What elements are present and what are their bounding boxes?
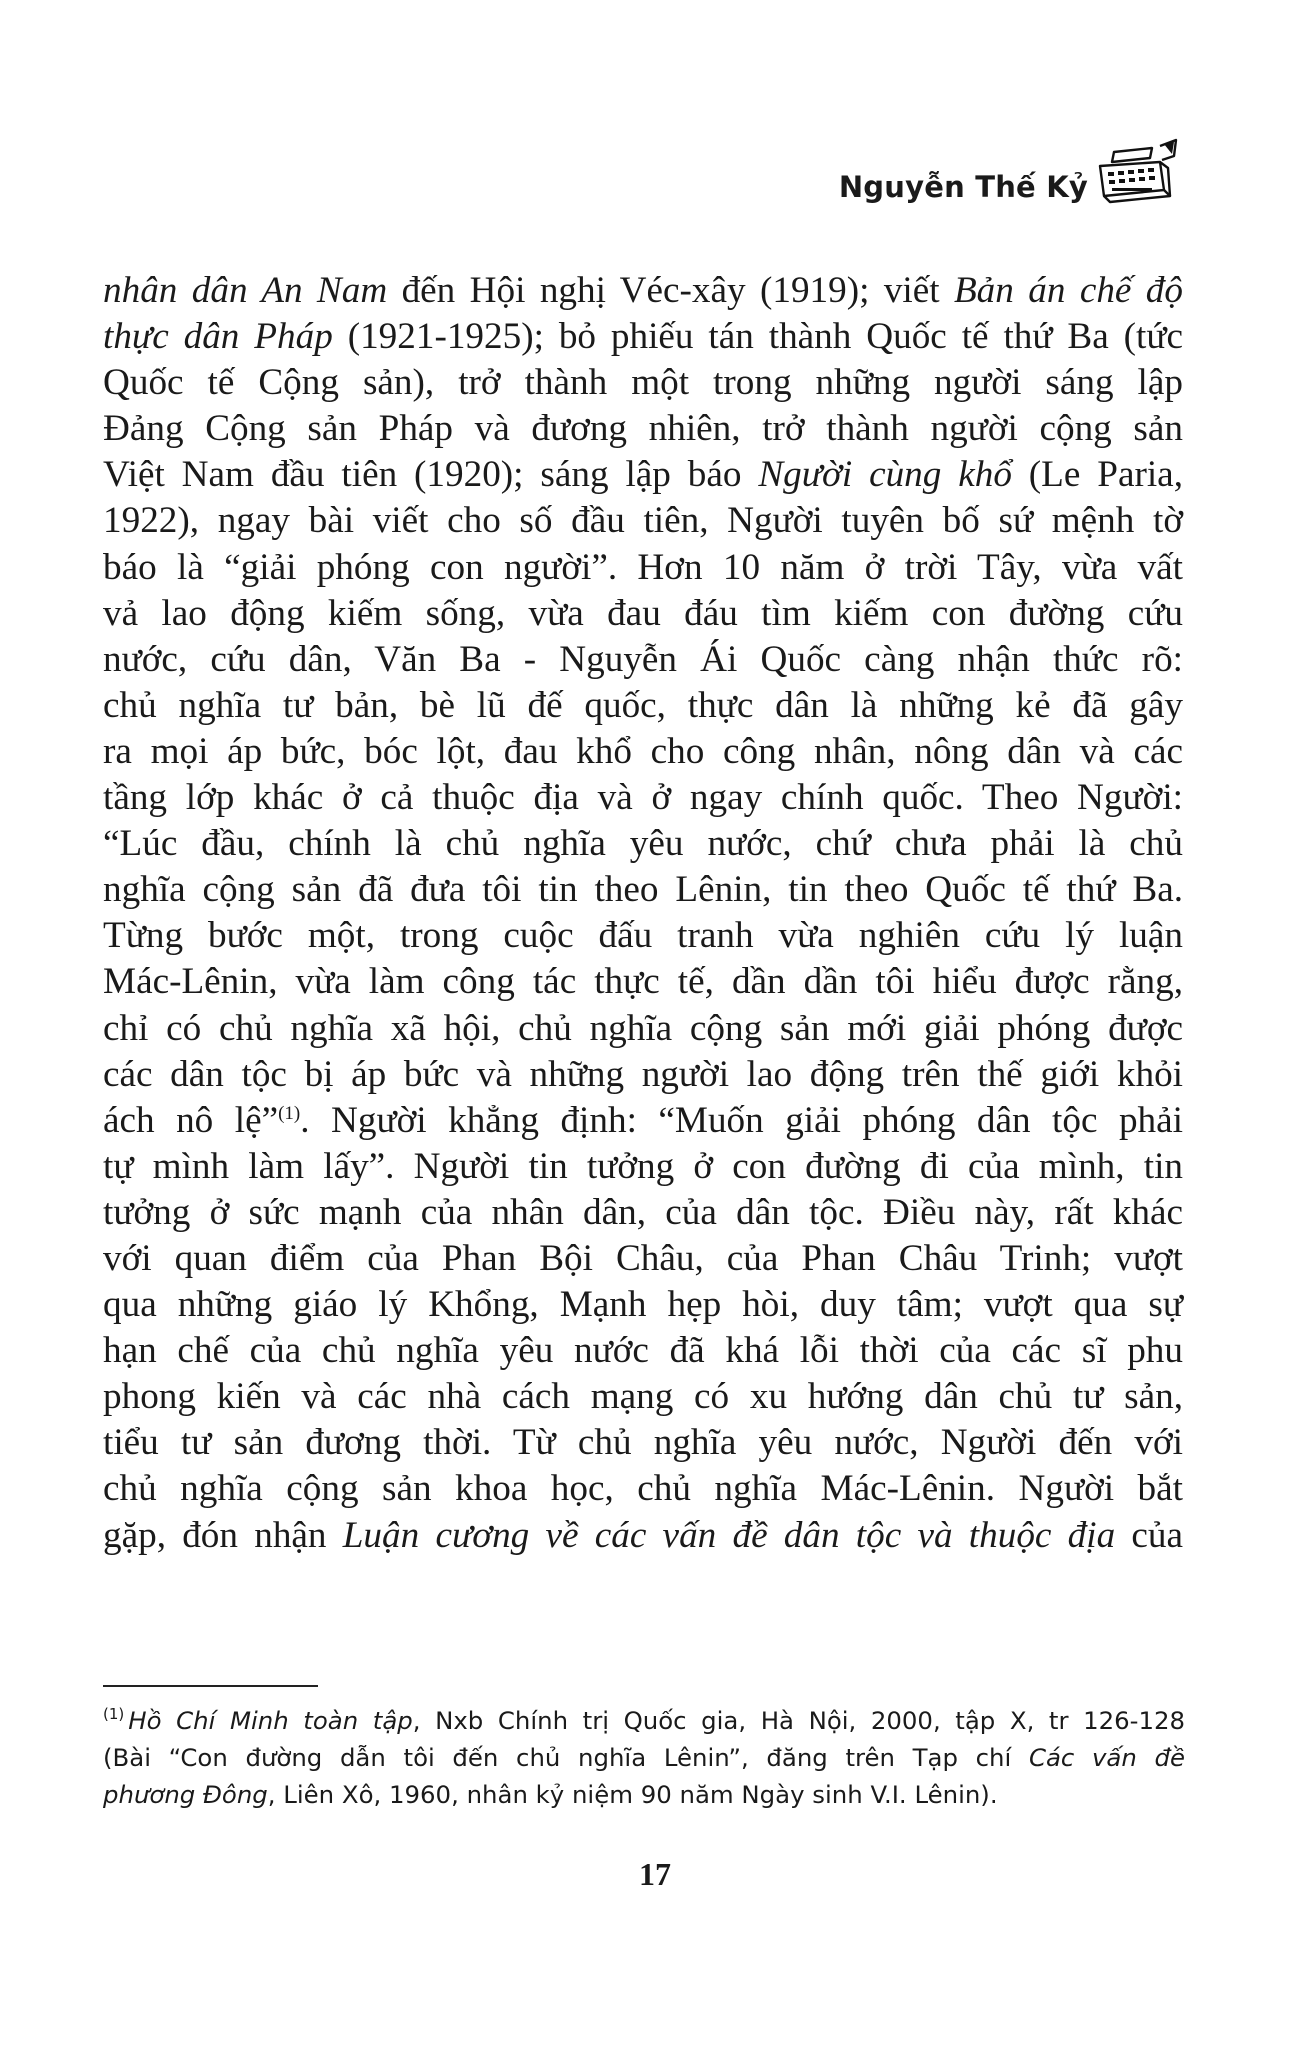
body-segment: chỉ có chủ nghĩa xã hội, chủ nghĩa cộng sản mới giải phóng được <box>103 1007 1183 1049</box>
body-segment: Đảng Cộng sản Pháp và đương nhiên, trở thành người cộng sản <box>103 408 1183 450</box>
body-segment: nước, cứu dân, Văn Ba - Nguyễn Ái Quốc càng nhận thức rõ: <box>103 638 1183 680</box>
body-line <box>103 360 1183 406</box>
body-line <box>103 1006 1183 1052</box>
body-segment: đến Hội nghị Véc-xây (1919); viết <box>387 270 954 311</box>
footnote-segment: , Nxb Chính trị Quốc gia, Hà Nội, 2000, tập X, tr 126-128 <box>412 1706 1185 1735</box>
footnote-marker: (1) <box>103 1705 125 1723</box>
body-line <box>103 1144 1183 1190</box>
body-line <box>103 406 1183 452</box>
body-line <box>103 637 1183 683</box>
body-italic-segment: Luận cương về các vấn đề dân tộc và thuộc địa <box>342 1514 1116 1556</box>
body-segment: chủ nghĩa tư bản, bè lũ đế quốc, thực dân là những kẻ đã gây <box>103 684 1183 726</box>
body-line <box>103 1420 1183 1466</box>
footnote-line <box>103 1739 1185 1776</box>
body-italic-segment: Bản án chế độ <box>953 270 1183 311</box>
body-segment: gặp, đón nhận <box>103 1514 343 1556</box>
footnote-segment: (Bài “Con đường dẫn tôi đến chủ nghĩa Lênin”, đăng trên Tạp chí <box>103 1743 1029 1772</box>
body-segment: . Người khẳng định: “Muốn giải phóng dân tộc phải <box>300 1099 1183 1141</box>
body-line <box>103 314 1183 360</box>
body-segment: Từng bước một, trong cuộc đấu tranh vừa nghiên cứu lý luận <box>103 915 1183 957</box>
body-line <box>103 545 1183 591</box>
body-line <box>103 775 1183 821</box>
body-segment: phong kiến và các nhà cách mạng có xu hướng dân chủ tư sản, <box>103 1376 1183 1418</box>
body-segment: nghĩa cộng sản đã đưa tôi tin theo Lênin, tin theo Quốc tế thứ Ba. <box>103 869 1183 911</box>
body-line <box>103 452 1183 498</box>
body-italic-segment: nhân dân An Nam <box>103 270 388 311</box>
body-line <box>103 867 1183 913</box>
body-italic-segment: Người cùng khổ <box>758 454 1012 496</box>
body-line <box>103 1282 1183 1328</box>
footnote <box>103 1702 1185 1813</box>
body-line <box>103 1052 1183 1098</box>
body-line <box>103 683 1183 729</box>
body-line <box>103 729 1183 775</box>
body-segment: Việt Nam đầu tiên (1920); sáng lập báo <box>103 454 759 496</box>
body-segment: hạn chế của chủ nghĩa yêu nước đã khá lỗi thời của các sĩ phu <box>103 1330 1183 1372</box>
body-segment: qua những giáo lý Khổng, Mạnh hẹp hòi, duy tâm; vượt qua sự <box>103 1284 1183 1326</box>
body-segment: chủ nghĩa cộng sản khoa học, chủ nghĩa Mác-Lênin. Người bắt <box>103 1468 1183 1510</box>
body-segment: tưởng ở sức mạnh của nhân dân, của dân tộc. Điều này, rất khác <box>103 1191 1183 1233</box>
body-line <box>103 959 1183 1005</box>
page-number: 17 <box>639 1856 671 1892</box>
typewriter-icon <box>1090 138 1180 208</box>
body-segment: (Le Paria, <box>1011 454 1183 496</box>
body-segment: (1921-1925); bỏ phiếu tán thành Quốc tế thứ Ba (tức <box>332 316 1183 358</box>
body-segment: ách nô lệ” <box>103 1099 279 1141</box>
body-segment: báo là “giải phóng con người”. Hơn 10 năm ở trời Tây, vừa vất <box>103 546 1183 588</box>
running-header-author: Nguyễn Thế Kỷ <box>838 170 1088 204</box>
body-line <box>103 268 1183 314</box>
body-segment: Quốc tế Cộng sản), trở thành một trong những người sáng lập <box>103 362 1183 404</box>
footnote-segment: , Liên Xô, 1960, nhân kỷ niệm 90 năm Ngày sinh V.I. Lênin). <box>267 1780 998 1809</box>
body-segment: vả lao động kiếm sống, vừa đau đáu tìm kiếm con đường cứu <box>103 592 1183 634</box>
footnote-italic-segment: Hồ Chí Minh toàn tập <box>128 1706 413 1735</box>
body-segment: tự mình làm lấy”. Người tin tưởng ở con đường đi của mình, tin <box>103 1145 1183 1187</box>
body-segment: Mác-Lênin, vừa làm công tác thực tế, dần dần tôi hiểu được rằng, <box>103 961 1183 1003</box>
footnote-reference: (1) <box>278 1102 301 1124</box>
body-line <box>103 1466 1183 1512</box>
footnote-line <box>103 1776 1185 1813</box>
body-line <box>103 1236 1183 1282</box>
footnote-italic-segment: Các vấn đề <box>1028 1743 1185 1772</box>
body-line <box>103 1190 1183 1236</box>
body-line <box>103 1374 1183 1420</box>
body-line <box>103 1513 1183 1559</box>
body-segment: ra mọi áp bức, bóc lột, đau khổ cho công nhân, nông dân và các <box>103 730 1183 772</box>
body-segment: với quan điểm của Phan Bội Châu, của Phan Châu Trinh; vượt <box>103 1237 1183 1279</box>
body-segment: “Lúc đầu, chính là chủ nghĩa yêu nước, chứ chưa phải là chủ <box>103 823 1183 865</box>
body-line <box>103 1098 1183 1144</box>
footnote-line <box>103 1702 1185 1739</box>
footnote-italic-segment: phương Đông <box>103 1780 268 1809</box>
body-line <box>103 591 1183 637</box>
body-line <box>103 821 1183 867</box>
body-segment: tiểu tư sản đương thời. Từ chủ nghĩa yêu nước, Người đến với <box>103 1422 1183 1464</box>
body-text <box>103 268 1183 1559</box>
body-line <box>103 498 1183 544</box>
body-segment: các dân tộc bị áp bức và những người lao động trên thế giới khỏi <box>103 1053 1183 1095</box>
body-line <box>103 1328 1183 1374</box>
footnote-divider <box>103 1685 318 1687</box>
body-segment: tầng lớp khác ở cả thuộc địa và ở ngay chính quốc. Theo Người: <box>103 777 1183 819</box>
body-italic-segment: thực dân Pháp <box>103 316 333 358</box>
body-segment: của <box>1115 1514 1184 1556</box>
body-line <box>103 913 1183 959</box>
body-segment: 1922), ngay bài viết cho số đầu tiên, Người tuyên bố sứ mệnh tờ <box>103 500 1183 542</box>
